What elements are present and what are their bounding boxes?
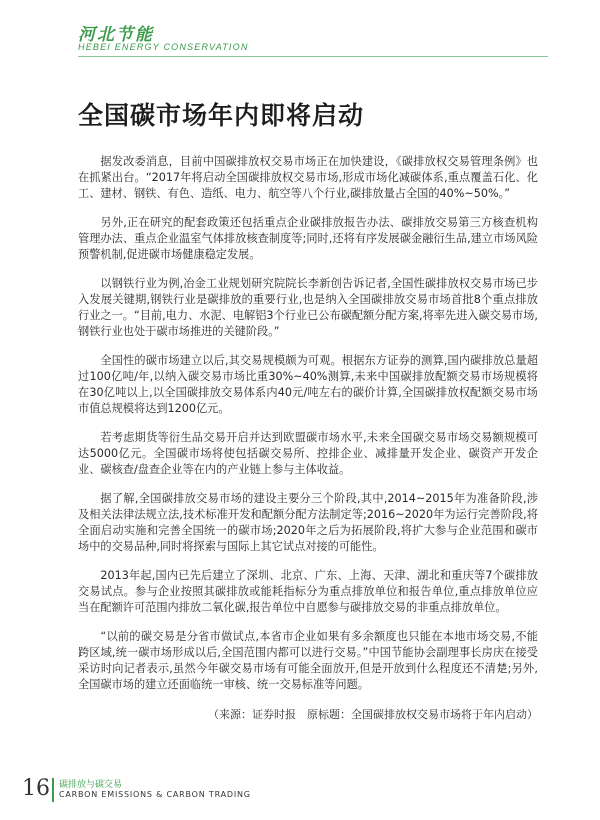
article-paragraph: “以前的碳交易是分省市做试点,本省市企业如果有多余额度也只能在本地市场交易,不能跨区域,统一碳市场形成以后,全国范围内都可以进行交易。”中国节能协会副理事长房庆在接受采访时向记者表示,虽然今年碳交易市场有可能全面放开,但是开放到什么程度还不清楚;另外,全国碳市场的建立还面临统一审核、统一交易标准等问题。 — [78, 630, 538, 691]
article-paragraph: 若考虑期货等衍生品交易开启并达到欧盟碳市场水平,未来全国碳交易市场交易额规模可达5000亿元。全国碳市场将使包括碳交易所、控排企业、减排量开发企业、碳资产开发企业、碳核查/盘查企业等在内的产业链上参与主体收益。 — [78, 431, 538, 476]
header-divider — [78, 56, 548, 57]
article-title: 全国碳市场年内即将启动 — [78, 101, 365, 130]
article-body — [78, 154, 538, 706]
footer-section-cn: 碳排放与碳交易 — [59, 780, 123, 790]
page-number: 16 — [22, 776, 50, 801]
article-paragraph: 2013年起,国内已先后建立了深圳、北京、广东、上海、天津、湖北和重庆等7个碳排放交易试点。参与企业按照其碳排放或能耗指标分为重点排放单位和报告单位,重点排放单位应当在配额许可范围内排放二氧化碳,报告单位中自愿参与碳排放交易的非重点排放单位。 — [78, 569, 538, 614]
article-paragraph: 据了解,全国碳排放交易市场的建设主要分三个阶段,其中,2014~2015年为准备阶段,涉及相关法律法规立法,技术标准开发和配额分配方法制定等;2016~2020年为运行完善阶段,将全面启动实施和完善全国统一的碳市场;2020年之后为拓展阶段,将扩大参与企业范围和碳市场中的交易品种,同时将探索与国际上其它试点对接的可能性。 — [78, 492, 538, 553]
article-paragraph: 另外,正在研究的配套政策还包括重点企业碳排放报告办法、碳排放交易第三方核查机构管理办法、重点企业温室气体排放核查制度等;同时,还将有序发展碳金融衍生品,建立市场风险预警机制,促进碳市场健康稳定发展。 — [78, 216, 538, 261]
masthead-logo: 河北节能 — [78, 25, 154, 45]
footer-accent-bar — [52, 778, 54, 802]
article-paragraph: 全国性的碳市场建立以后,其交易规模颇为可观。根据东方证券的测算,国内碳排放总量超过100亿吨/年,以纳入碳交易市场比重30%~40%测算,未来中国碳排放配额交易市场规模将在30亿吨以上,以全国碳排放交易体系内40元/吨左右的碳价计算,全国碳排放权配额交易市场市值总规模将达到1200亿元。 — [78, 354, 538, 415]
masthead-subtitle: HEBEI ENERGY CONSERVATION — [78, 42, 249, 52]
article-source: （来源：证券时报 原标题：全国碳排放权交易市场将于年内启动） — [208, 708, 538, 721]
footer-section-en: CARBON EMISSIONS & CARBON TRADING — [59, 790, 251, 799]
article-paragraph: 以钢铁行业为例,冶金工业规划研究院院长李新创告诉记者,全国性碳排放权交易市场已步入发展关键期,钢铁行业是碳排放的重要行业,也是纳入全国碳排放交易市场首批8个重点排放行业之一。“目前,电力、水泥、电解铝3个行业已公布碳配额分配方案,将率先进入碳交易市场,钢铁行业也处于碳市场推进的关键阶段。” — [78, 277, 538, 338]
page-header — [0, 0, 600, 62]
article-paragraph: 据发改委消息，目前中国碳排放权交易市场正在加快建设，《碳排放权交易管理条例》也在抓紧出台。“2017年将启动全国碳排放权交易市场,形成市场化减碳体系,重点覆盖石化、化工、建材、钢铁、有色、造纸、电力、航空等八个行业,碳排放量占全国的40%~50%。” — [78, 155, 538, 200]
